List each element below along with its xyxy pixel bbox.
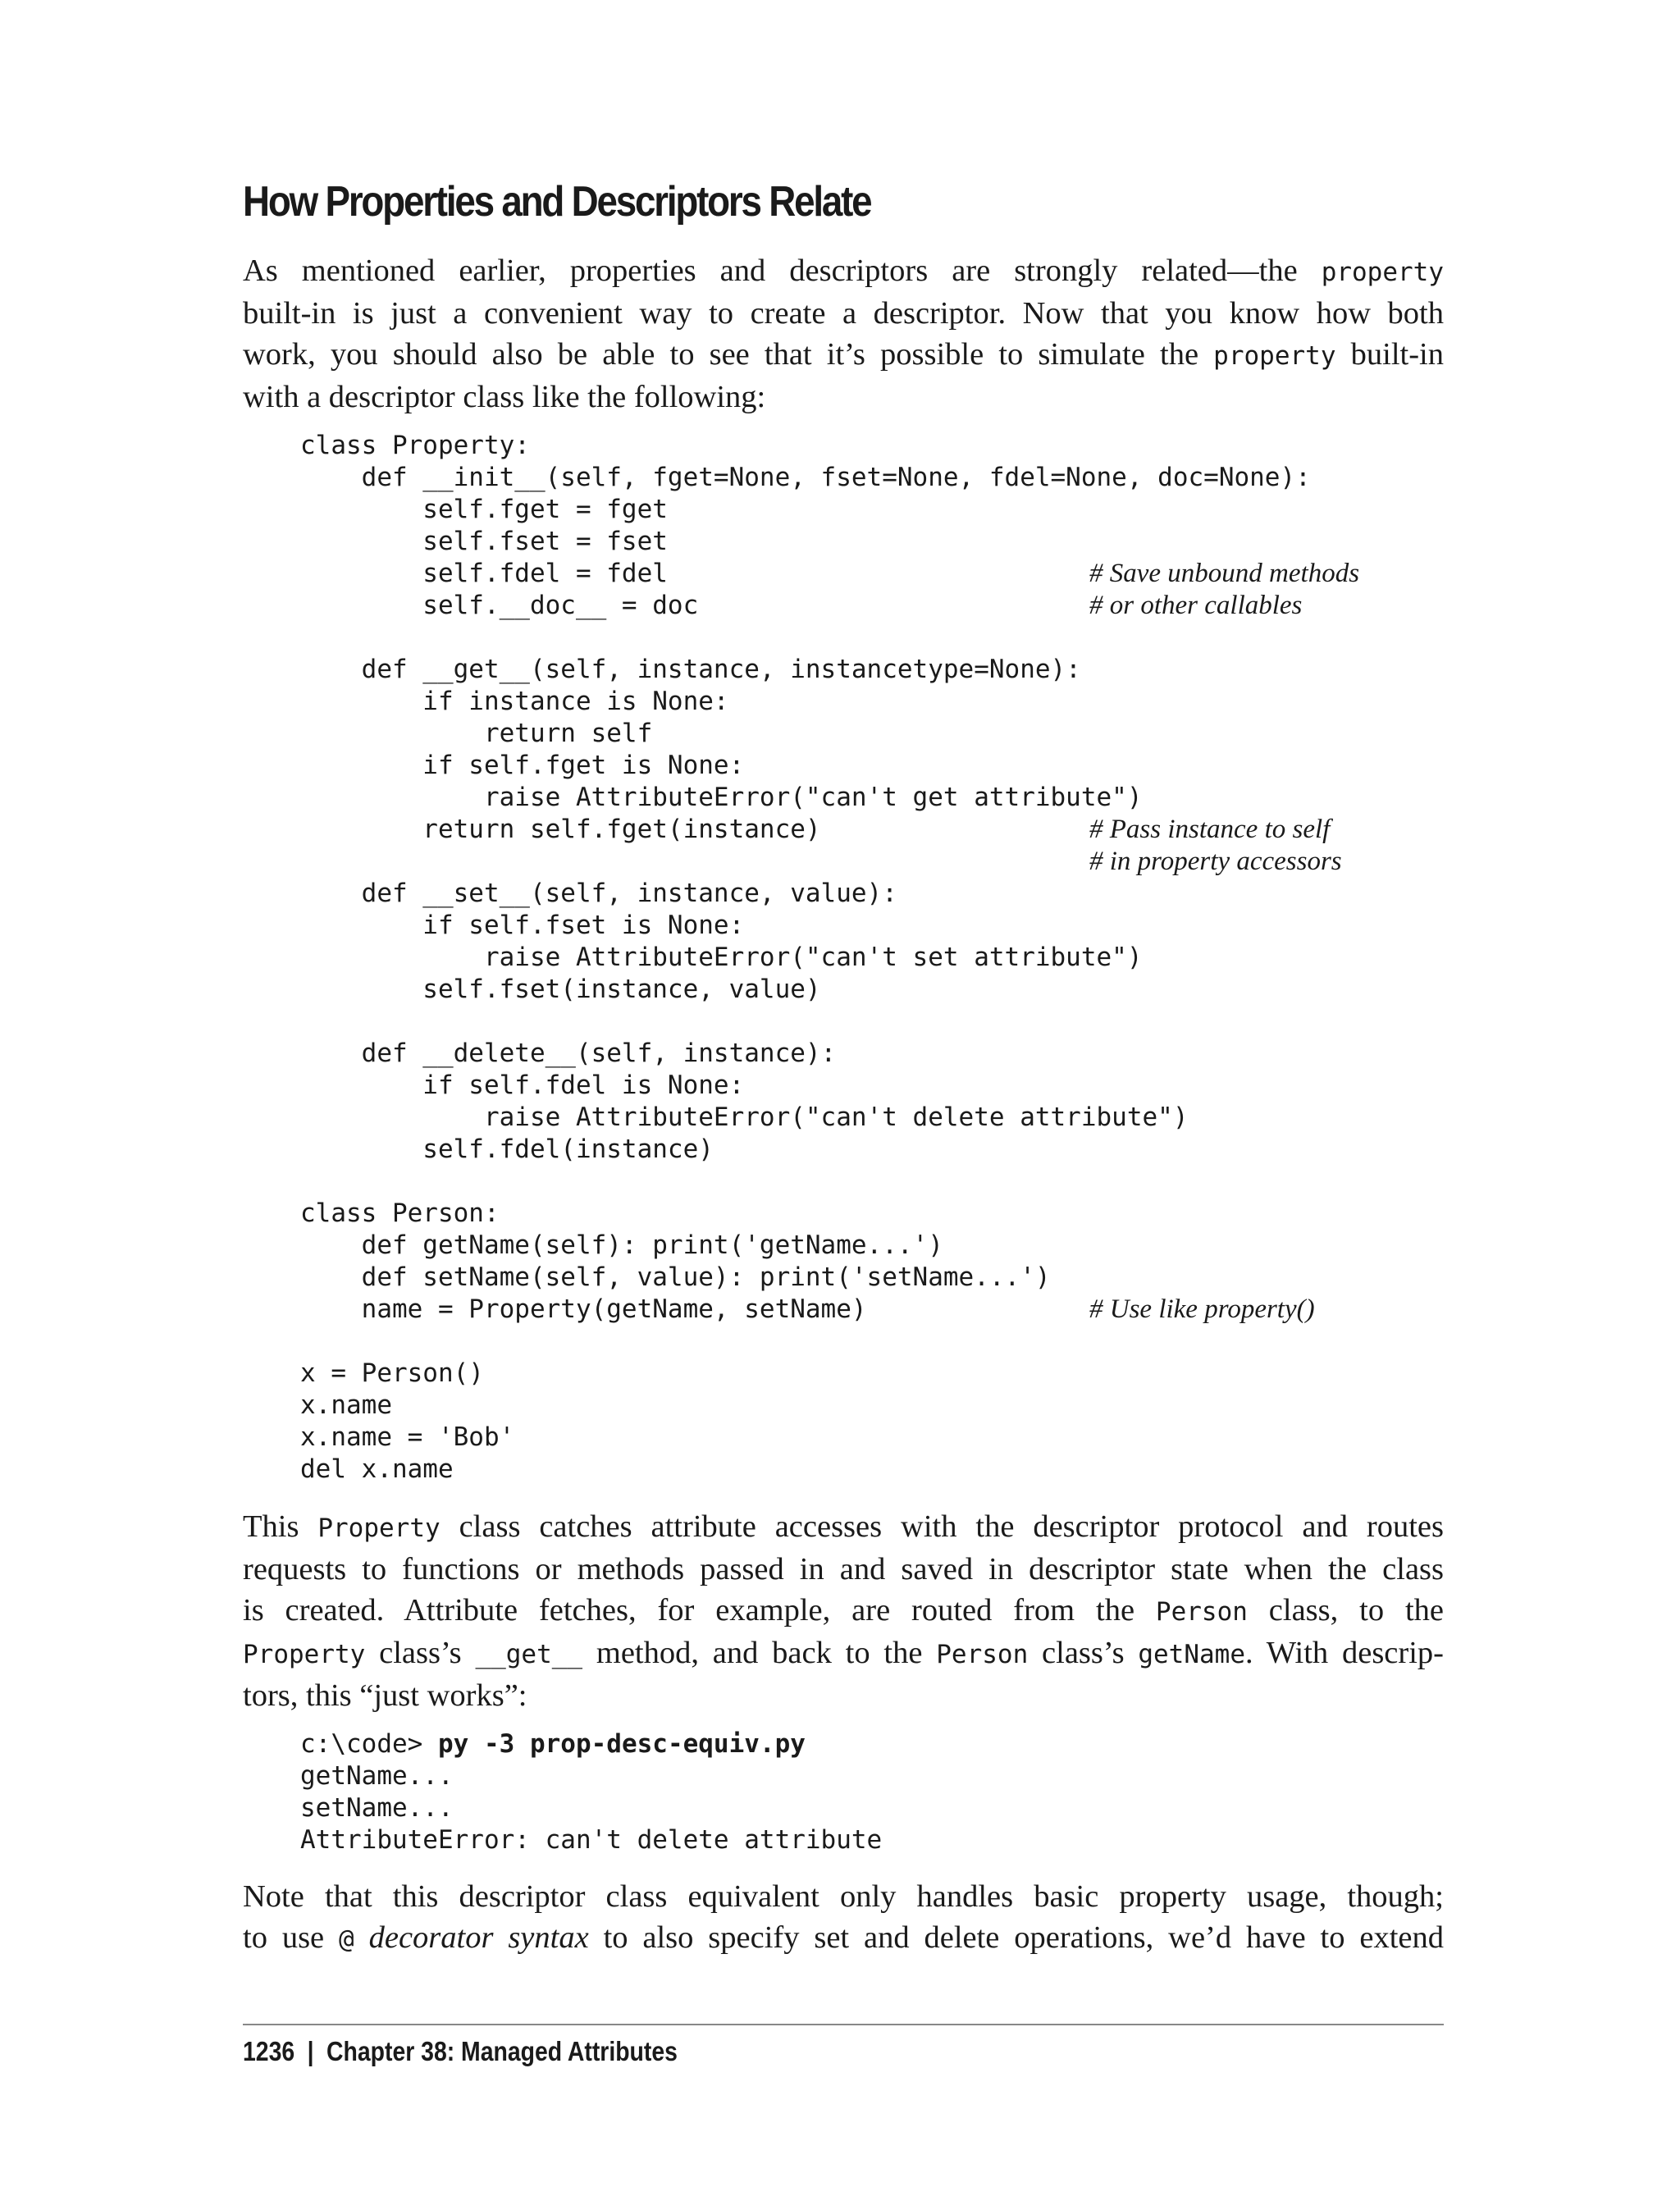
inline-code: property xyxy=(1213,341,1336,371)
code-text: class Property: xyxy=(300,431,530,460)
text-line: Note that this descriptor class equivalent only handles basic property usage, though; xyxy=(243,1879,1444,1914)
code-text: if instance is None: xyxy=(300,687,729,716)
code-comment: # Pass instance to self xyxy=(1089,815,1331,844)
code-text: if self.fset is None: xyxy=(300,911,745,940)
code-line xyxy=(300,1102,1311,1134)
inline-code: Property xyxy=(317,1513,441,1543)
text-line: with a descriptor class like the following: xyxy=(243,380,766,414)
code-line xyxy=(300,750,1311,782)
text-line: is created. Attribute fetches, for example, are routed from the Person class, to the xyxy=(243,1593,1444,1628)
code-line xyxy=(300,1038,1311,1070)
text-line: requests to functions or methods passed in and saved in descriptor state when the class xyxy=(243,1552,1444,1586)
text-line: tors, this “just works”: xyxy=(243,1678,527,1713)
code-line xyxy=(300,1390,1311,1422)
console-command-line: c:\code> py -3 prop-desc-equiv.py xyxy=(300,1729,806,1759)
inline-code: __get__ xyxy=(475,1640,583,1669)
inline-code: @ xyxy=(339,1924,354,1954)
code-line xyxy=(300,942,1311,974)
code-line xyxy=(300,1294,1315,1326)
chapter-title: Chapter 38: Managed Attributes xyxy=(326,2036,678,2066)
code-line xyxy=(300,1134,1311,1166)
code-line xyxy=(300,974,1311,1006)
code-line xyxy=(300,1198,1311,1230)
code-line xyxy=(300,654,1311,686)
code-line xyxy=(300,1262,1311,1294)
note-paragraph xyxy=(243,1876,1444,1960)
book-page xyxy=(243,0,1444,2205)
code-line xyxy=(300,430,1311,462)
property-class-code-listing xyxy=(300,430,1360,1486)
code-line xyxy=(300,494,1311,526)
code-line xyxy=(300,1422,1311,1454)
code-text: x = Person() xyxy=(300,1358,484,1388)
footer-divider xyxy=(243,2024,1444,2025)
page-number: 1236 xyxy=(243,2036,295,2066)
code-comment: # Use like property() xyxy=(1089,1294,1315,1324)
code-line xyxy=(300,846,1342,878)
code-line xyxy=(300,1326,1311,1358)
inline-code: property xyxy=(1321,258,1444,287)
footer-separator: | xyxy=(307,2036,314,2066)
code-line xyxy=(300,910,1311,942)
code-line xyxy=(300,686,1311,718)
code-line xyxy=(300,814,1331,846)
code-text: raise AttributeError("can't delete attribute") xyxy=(300,1102,1189,1132)
text-line: Property class’s __get__ method, and back to the Person class’s getName. With descrip- xyxy=(243,1636,1444,1670)
code-line xyxy=(300,1006,1311,1038)
code-text: def __set__(self, instance, value): xyxy=(300,879,897,908)
inline-code: Person xyxy=(1155,1597,1248,1627)
text-line: to use @ decorator syntax to also specify set and delete operations, we’d have to extend xyxy=(243,1920,1445,1955)
code-comment: # or other callables xyxy=(1089,591,1303,620)
text-line: This Property class catches attribute accesses with the descriptor protocol and routes xyxy=(243,1509,1444,1544)
intro-paragraph xyxy=(243,250,1444,418)
page-footer xyxy=(243,2036,678,2067)
text-line: built-in is just a convenient way to create a descriptor. Now that you know how both xyxy=(243,296,1444,331)
code-text: return self.fget(instance) xyxy=(300,815,821,844)
console-command: py -3 prop-desc-equiv.py xyxy=(437,1729,806,1759)
code-text: self.fdel = fdel xyxy=(300,559,668,588)
text-line: As mentioned earlier, properties and descriptors are strongly related—the property xyxy=(243,253,1444,288)
explanation-paragraph xyxy=(243,1506,1444,1716)
code-line xyxy=(300,590,1311,622)
code-line xyxy=(300,558,1360,590)
code-text: def __init__(self, fget=None, fset=None, fdel=None, doc=None): xyxy=(300,463,1311,492)
code-text: return self xyxy=(300,719,653,748)
code-text: self.fset = fset xyxy=(300,527,668,556)
code-comment: # Save unbound methods xyxy=(1089,559,1360,588)
code-text: x.name xyxy=(300,1390,392,1420)
code-line xyxy=(300,526,1311,558)
code-text: del x.name xyxy=(300,1454,454,1484)
code-line xyxy=(300,622,1311,654)
code-text: self.__doc__ = doc xyxy=(300,591,699,620)
code-text: self.fget = fget xyxy=(300,495,668,524)
section-heading: How Properties and Descriptors Relate xyxy=(243,178,871,226)
code-text: class Person: xyxy=(300,1198,500,1228)
code-text: def setName(self, value): print('setName...') xyxy=(300,1262,1051,1292)
code-text: def __get__(self, instance, instancetype=None): xyxy=(300,655,1081,684)
console-output-line: AttributeError: can't delete attribute xyxy=(300,1825,883,1855)
code-line xyxy=(300,462,1311,494)
code-line xyxy=(300,1166,1311,1198)
code-comment: # in property accessors xyxy=(1089,847,1342,876)
inline-code: getName xyxy=(1138,1640,1246,1669)
inline-code: Person xyxy=(936,1640,1029,1669)
code-text: name = Property(getName, setName) xyxy=(300,1294,867,1324)
code-text: def getName(self): print('getName...') xyxy=(300,1230,943,1260)
code-text: raise AttributeError("can't get attribute") xyxy=(300,783,1143,812)
console-output-listing xyxy=(300,1728,882,1856)
console-output-line: setName... xyxy=(300,1793,454,1823)
code-text: raise AttributeError("can't set attribute") xyxy=(300,943,1143,972)
console-output-line: getName... xyxy=(300,1761,454,1791)
code-line xyxy=(300,718,1311,750)
text-line: work, you should also be able to see that it’s possible to simulate the property built-in xyxy=(243,337,1444,372)
inline-code: Property xyxy=(243,1640,366,1669)
code-text: self.fset(instance, value) xyxy=(300,975,821,1004)
code-line xyxy=(300,878,1311,910)
code-text: self.fdel(instance) xyxy=(300,1134,714,1164)
code-text: x.name = 'Bob' xyxy=(300,1422,515,1452)
code-line xyxy=(300,1230,1311,1262)
code-text: if self.fdel is None: xyxy=(300,1071,745,1100)
code-line xyxy=(300,1358,1311,1390)
code-line xyxy=(300,782,1311,814)
code-text: if self.fget is None: xyxy=(300,751,745,780)
code-line xyxy=(300,1070,1311,1102)
code-line xyxy=(300,1454,1311,1486)
code-text: def __delete__(self, instance): xyxy=(300,1039,837,1068)
